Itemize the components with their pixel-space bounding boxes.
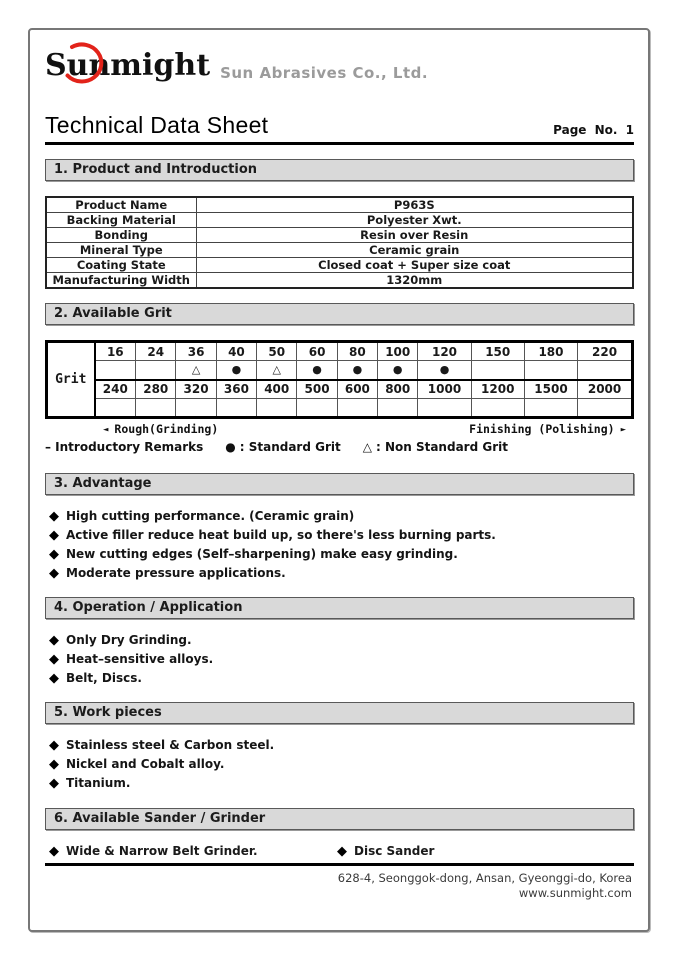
grit-row-label: Grit xyxy=(47,342,95,418)
document-page xyxy=(28,28,650,932)
diamond-bullet-icon: ◆ xyxy=(49,844,59,859)
grit-mark-cell xyxy=(524,361,577,380)
grit-legend xyxy=(45,440,634,455)
page-number: Page No. 1 xyxy=(553,123,634,137)
advantage-list xyxy=(45,509,634,581)
diamond-bullet-icon: ◆ xyxy=(49,738,59,753)
list-item: ◆ Wide & Narrow Belt Grinder. xyxy=(49,844,258,859)
table-row xyxy=(46,273,633,289)
grit-mark-cell xyxy=(578,399,633,418)
grit-cell: 2000 xyxy=(578,380,633,399)
list-item: ◆ New cutting edges (Self–sharpening) make easy grinding. xyxy=(49,547,458,562)
grit-cell: 36 xyxy=(176,342,216,361)
row-value: Ceramic grain xyxy=(196,243,633,258)
list-item: ◆ Stainless steel & Carbon steel. xyxy=(49,738,275,753)
grit-cell: 1200 xyxy=(471,380,524,399)
title-row xyxy=(45,112,634,139)
arrow-left-icon: ◄ xyxy=(103,425,109,435)
grit-cell: 240 xyxy=(95,380,136,399)
grit-table xyxy=(45,340,634,419)
page-title: Technical Data Sheet xyxy=(45,112,269,138)
table-row xyxy=(46,197,633,213)
grit-cell: 800 xyxy=(378,380,418,399)
list-item: ◆ Nickel and Cobalt alloy. xyxy=(49,757,225,772)
grit-mark-cell xyxy=(337,399,377,418)
list-item: ◆ Moderate pressure applications. xyxy=(49,566,286,581)
workpieces-list xyxy=(45,738,634,791)
legend-prefix: – Introductory Remarks xyxy=(45,440,204,454)
grit-fine-row xyxy=(47,380,633,399)
operation-list xyxy=(45,633,634,686)
diamond-bullet-icon: ◆ xyxy=(49,671,59,686)
diamond-bullet-icon: ◆ xyxy=(49,566,59,581)
list-item: ◆ Heat–sensitive alloys. xyxy=(49,652,214,667)
table-row xyxy=(46,258,633,273)
grit-mark-cell xyxy=(95,361,136,380)
list-item: ◆ High cutting performance. (Ceramic grain) xyxy=(49,509,355,524)
section-header-grit: 2. Available Grit xyxy=(45,303,634,325)
grit-cell: 80 xyxy=(337,342,377,361)
diamond-bullet-icon: ◆ xyxy=(49,547,59,562)
sander-list xyxy=(45,844,634,859)
company-name: Sun Abrasives Co., Ltd. xyxy=(220,64,429,82)
grit-mark-cell xyxy=(216,399,256,418)
list-item: ◆ Titanium. xyxy=(49,776,131,791)
grit-mark-cell xyxy=(95,399,136,418)
list-item: ◆ Belt, Discs. xyxy=(49,671,142,686)
grit-cell: 400 xyxy=(257,380,297,399)
standard-grit-icon: ● xyxy=(225,440,236,454)
row-value: P963S xyxy=(196,197,633,213)
grit-mark-cell xyxy=(471,361,524,380)
grit-mark-cell: ● xyxy=(216,361,256,380)
logo xyxy=(45,44,634,86)
grit-mark-cell xyxy=(378,399,418,418)
section-header-advantage: 3. Advantage xyxy=(45,473,634,495)
grit-mark-cell xyxy=(257,399,297,418)
grit-mark-cell: ● xyxy=(418,361,471,380)
company-website: www.sunmight.com xyxy=(518,886,632,900)
finishing-label: Finishing (Polishing) ► xyxy=(469,422,626,436)
grit-cell: 600 xyxy=(337,380,377,399)
grit-mark-cell xyxy=(578,361,633,380)
row-value: 1320mm xyxy=(196,273,633,289)
non-standard-grit-icon: △ xyxy=(362,440,372,454)
grit-mark-cell: ● xyxy=(337,361,377,380)
grit-cell: 500 xyxy=(297,380,337,399)
section-header-product: 1. Product and Introduction xyxy=(45,159,634,181)
list-item: ◆ Only Dry Grinding. xyxy=(49,633,192,648)
row-label: Coating State xyxy=(46,258,196,273)
row-label: Backing Material xyxy=(46,213,196,228)
diamond-bullet-icon: ◆ xyxy=(337,844,347,859)
grit-coarse-marks-row xyxy=(47,361,633,380)
grit-mark-cell: ● xyxy=(297,361,337,380)
diamond-bullet-icon: ◆ xyxy=(49,633,59,648)
grit-cell: 100 xyxy=(378,342,418,361)
table-row xyxy=(46,213,633,228)
row-value: Polyester Xwt. xyxy=(196,213,633,228)
brand-wordmark xyxy=(45,46,210,86)
section-header-workpieces: 5. Work pieces xyxy=(45,702,634,724)
grit-mark-cell xyxy=(297,399,337,418)
footer-rule xyxy=(45,863,634,866)
grit-cell: 120 xyxy=(418,342,471,361)
product-table xyxy=(45,196,634,289)
grit-cell: 360 xyxy=(216,380,256,399)
row-label: Mineral Type xyxy=(46,243,196,258)
legend-non-standard: △ : Non Standard Grit xyxy=(362,440,508,454)
grit-fine-marks-row xyxy=(47,399,633,418)
grit-coarse-row xyxy=(47,342,633,361)
list-item: ◆ Active filler reduce heat build up, so there's less burning parts. xyxy=(49,528,496,543)
grit-cell: 180 xyxy=(524,342,577,361)
list-item: ◆ Disc Sander xyxy=(337,844,435,859)
grit-mark-cell: △ xyxy=(176,361,216,380)
row-value: Resin over Resin xyxy=(196,228,633,243)
brand-text: Sunmight xyxy=(45,48,211,83)
grit-cell: 280 xyxy=(136,380,176,399)
grit-cell: 1500 xyxy=(524,380,577,399)
row-label: Bonding xyxy=(46,228,196,243)
grit-mark-cell xyxy=(136,361,176,380)
diamond-bullet-icon: ◆ xyxy=(49,509,59,524)
diamond-bullet-icon: ◆ xyxy=(49,652,59,667)
grit-mark-cell: ● xyxy=(378,361,418,380)
grit-mark-cell xyxy=(176,399,216,418)
grit-cell: 50 xyxy=(257,342,297,361)
grit-cell: 24 xyxy=(136,342,176,361)
arrow-right-icon: ► xyxy=(620,425,626,435)
row-label: Product Name xyxy=(46,197,196,213)
grit-cell: 150 xyxy=(471,342,524,361)
grit-cell: 220 xyxy=(578,342,633,361)
grit-mark-cell xyxy=(471,399,524,418)
table-row xyxy=(46,228,633,243)
row-label: Manufacturing Width xyxy=(46,273,196,289)
grit-mark-cell xyxy=(524,399,577,418)
section-header-operation: 4. Operation / Application xyxy=(45,597,634,619)
row-value: Closed coat + Super size coat xyxy=(196,258,633,273)
grit-mark-cell xyxy=(136,399,176,418)
grit-cell: 16 xyxy=(95,342,136,361)
rough-label: ◄ Rough(Grinding) xyxy=(103,422,219,436)
grit-mark-cell: △ xyxy=(257,361,297,380)
diamond-bullet-icon: ◆ xyxy=(49,776,59,791)
grit-cell: 320 xyxy=(176,380,216,399)
grit-direction-labels xyxy=(45,422,634,437)
title-rule xyxy=(45,142,634,145)
diamond-bullet-icon: ◆ xyxy=(49,528,59,543)
grit-cell: 60 xyxy=(297,342,337,361)
legend-standard: ● : Standard Grit xyxy=(225,440,341,454)
grit-cell: 40 xyxy=(216,342,256,361)
company-address: 628-4, Seonggok-dong, Ansan, Gyeonggi-do, Korea xyxy=(337,871,632,885)
footer xyxy=(45,871,634,901)
table-row xyxy=(46,243,633,258)
grit-cell: 1000 xyxy=(418,380,471,399)
diamond-bullet-icon: ◆ xyxy=(49,757,59,772)
grit-mark-cell xyxy=(418,399,471,418)
section-header-sander: 6. Available Sander / Grinder xyxy=(45,808,634,830)
